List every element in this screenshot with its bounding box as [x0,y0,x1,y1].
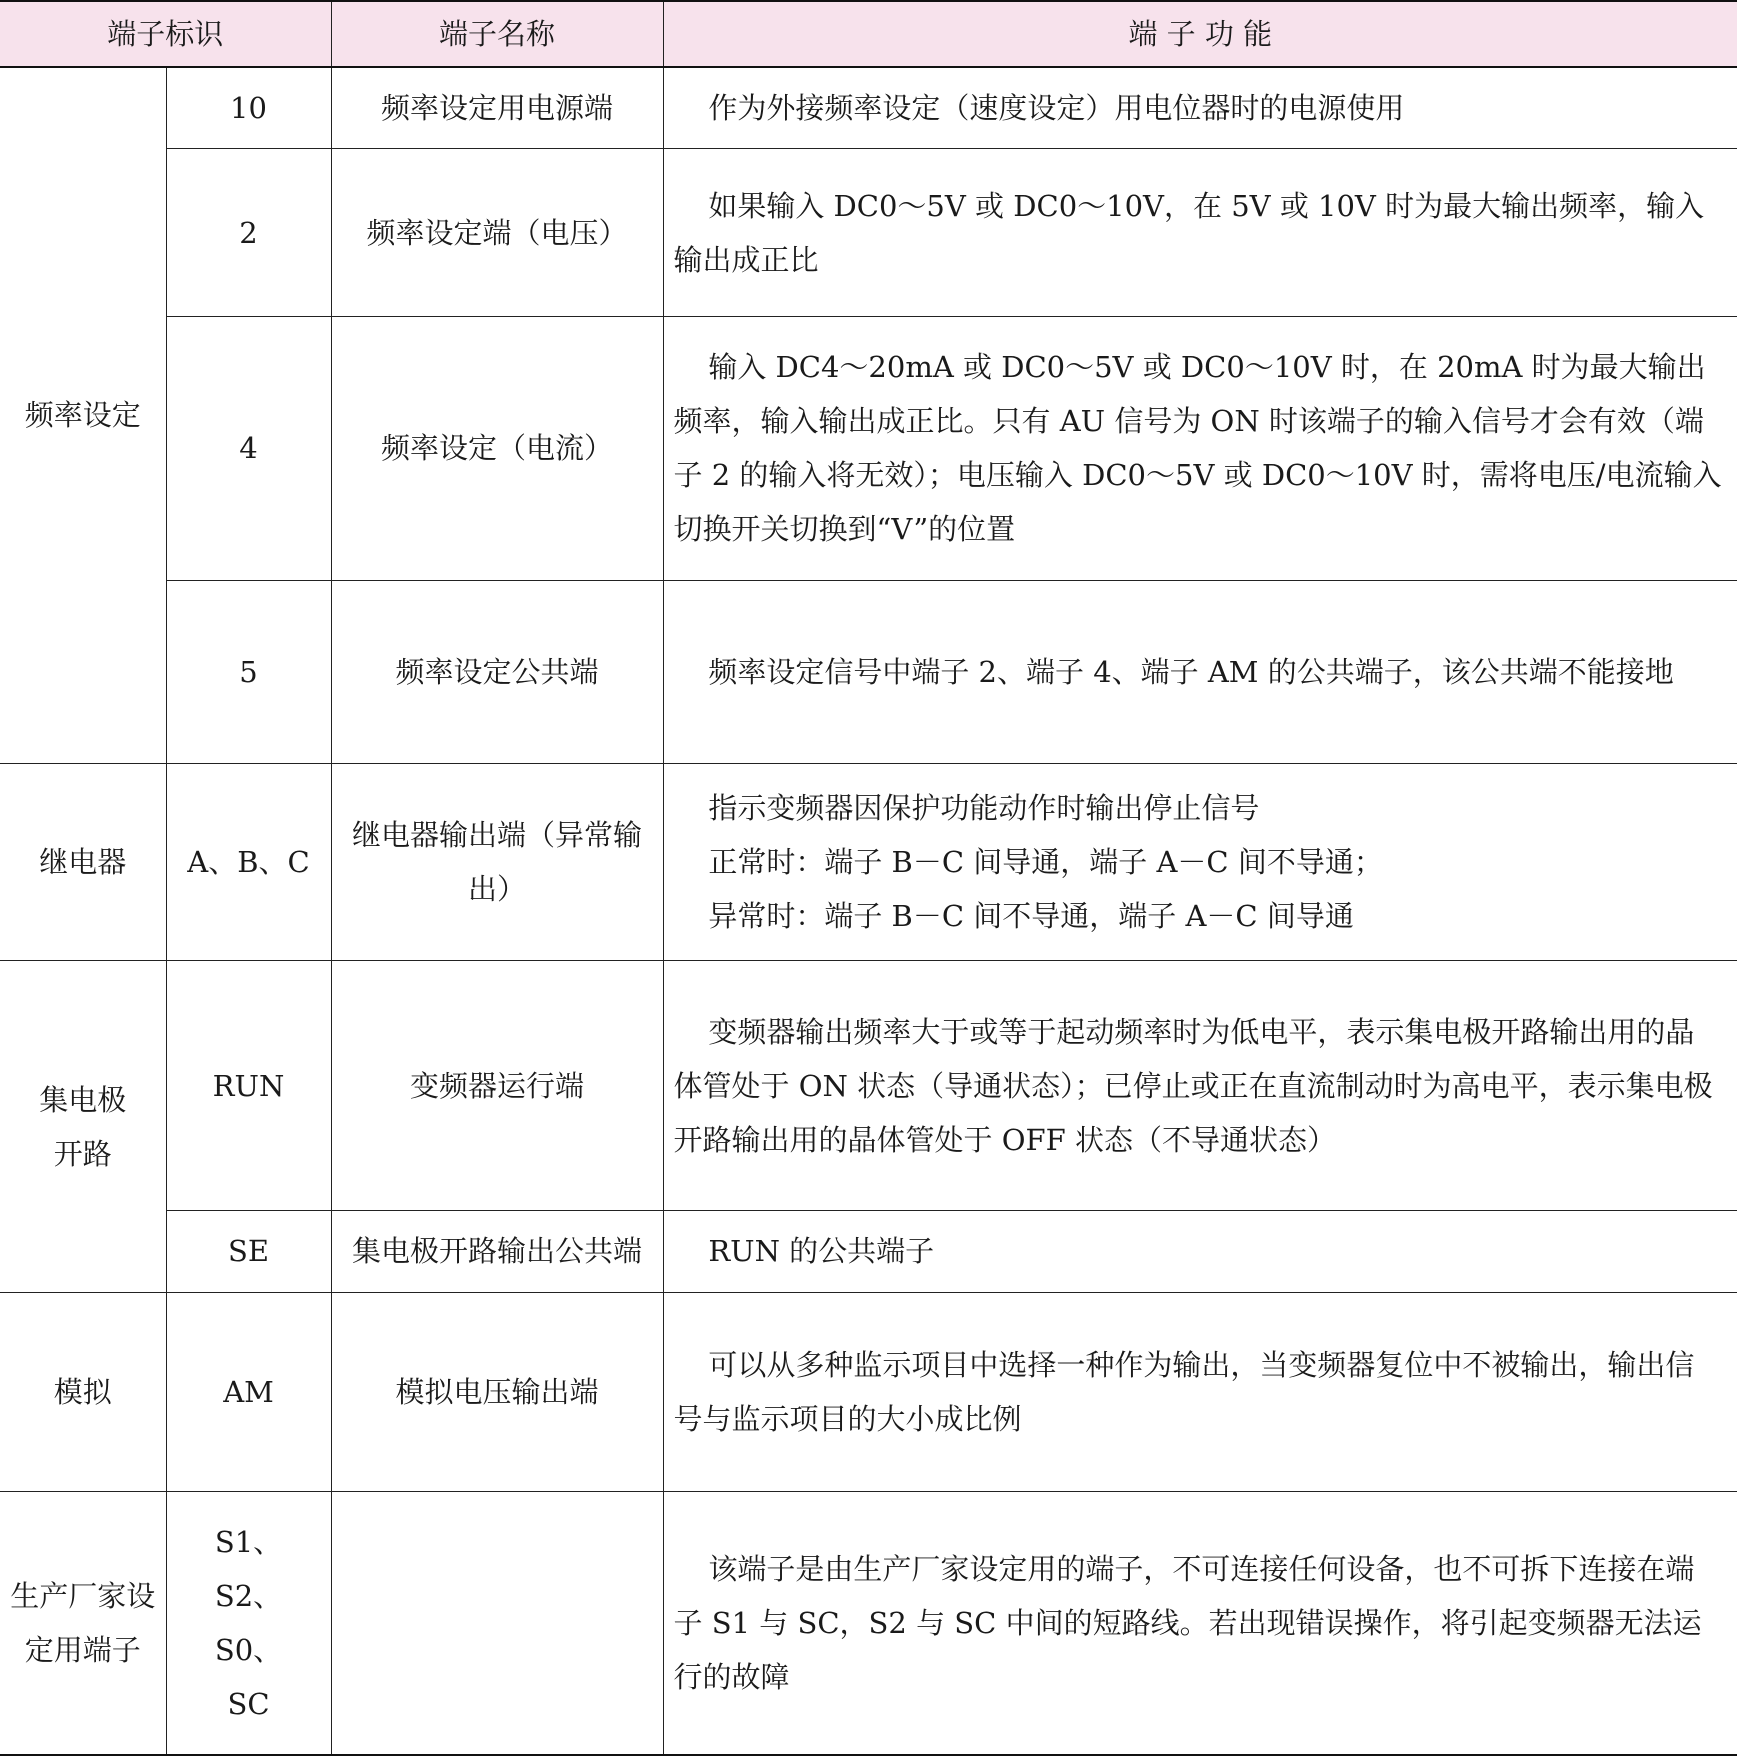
table-row [0,316,1737,580]
terminal-function: 该端子是由生产厂家设定用的端子，不可连接任何设备，也不可拆下连接在端子 S1 与 SC，S2 与 SC 中间的短路线。若出现错误操作，将引起变频器无法运行的故障 [663,1491,1737,1755]
table-row [0,1210,1737,1292]
group-label-frequency: 频率设定 [0,67,166,763]
table-header-row [0,1,1737,67]
terminal-name: 频率设定用电源端 [331,67,663,149]
table-row [0,961,1737,1210]
terminal-id: 10 [166,67,331,149]
terminal-id: 5 [166,580,331,763]
terminal-function [663,763,1737,961]
terminal-name: 变频器运行端 [331,961,663,1210]
terminal-function: 如果输入 DC0～5V 或 DC0～10V，在 5V 或 10V 时为最大输出频率，输入输出成正比 [663,149,1737,316]
terminal-function: 输入 DC4～20mA 或 DC0～5V 或 DC0～10V 时，在 20mA 时为最大输出频率，输入输出成正比。只有 AU 信号为 ON 时该端子的输入信号才会有效（端子 2 的输入将无效）；电压输入 DC0～5V 或 DC0～10V 时，需将电压/电流输入切换开关切换到“V”的位置 [663,316,1737,580]
terminal-name [331,1491,663,1755]
terminal-function: 变频器输出频率大于或等于起动频率时为低电平，表示集电极开路输出用的晶体管处于 ON 状态（导通状态）；已停止或正在直流制动时为高电平，表示集电极开路输出用的晶体管处于 OFF 状态（不导通状态） [663,961,1737,1210]
table-row [0,67,1737,149]
table-row [0,763,1737,961]
terminal-name: 频率设定公共端 [331,580,663,763]
table-row [0,580,1737,763]
header-terminal-id: 端子标识 [0,1,331,67]
terminal-function: 可以从多种监示项目中选择一种作为输出，当变频器复位中不被输出，输出信号与监示项目的大小成比例 [663,1292,1737,1491]
function-line: 指示变频器因保护功能动作时输出停止信号 [708,791,1260,826]
terminal-id: RUN [166,961,331,1210]
terminal-id: 2 [166,149,331,316]
terminal-name: 继电器输出端（异常输出） [331,763,663,961]
terminal-name: 频率设定（电流） [331,316,663,580]
table-row [0,1491,1737,1755]
terminal-function: 频率设定信号中端子 2、端子 4、端子 AM 的公共端子，该公共端不能接地 [663,580,1737,763]
group-label-analog: 模拟 [0,1292,166,1491]
table-row [0,149,1737,316]
function-line: 异常时：端子 B－C 间不导通，端子 A－C 间导通 [708,899,1354,934]
terminal-function: RUN 的公共端子 [663,1210,1737,1292]
terminal-id: A、B、C [166,763,331,961]
terminal-id: 4 [166,316,331,580]
terminal-name: 集电极开路输出公共端 [331,1210,663,1292]
terminal-id: S1、S2、S0、SC [166,1491,331,1755]
group-label-open-collector: 集电极开路 [0,961,166,1292]
group-label-relay: 继电器 [0,763,166,961]
function-line: 正常时：端子 B－C 间导通，端子 A－C 间不导通； [708,845,1383,880]
terminal-id: SE [166,1210,331,1292]
terminal-name: 模拟电压输出端 [331,1292,663,1491]
terminal-id: AM [166,1292,331,1491]
header-terminal-function: 端 子 功 能 [663,1,1737,67]
terminal-function: 作为外接频率设定（速度设定）用电位器时的电源使用 [663,67,1737,149]
terminal-name: 频率设定端（电压） [331,149,663,316]
header-terminal-name: 端子名称 [331,1,663,67]
group-label-factory: 生产厂家设定用端子 [0,1491,166,1755]
table-row [0,1292,1737,1491]
